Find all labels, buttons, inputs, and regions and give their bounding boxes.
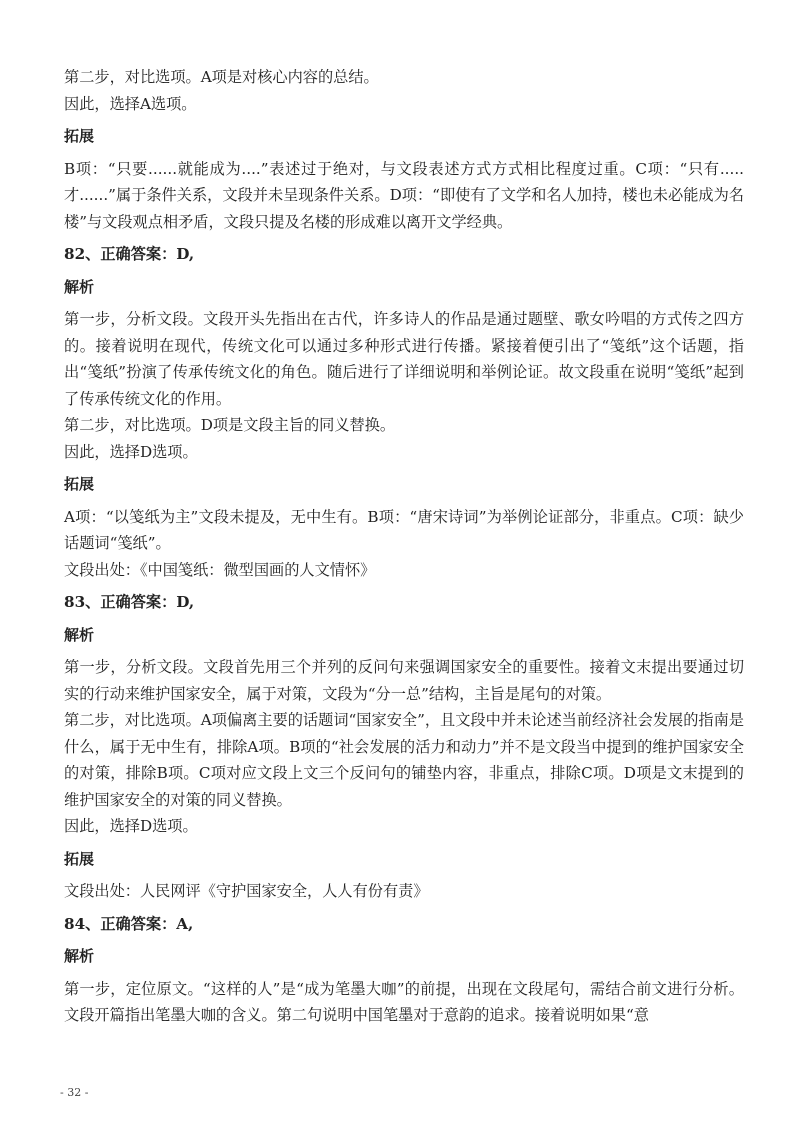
body-paragraph: 第二步，对比选项。A项偏离主要的话题词“国家安全”，且文段中并未论述当前经济社会发展的指南是什么，属于无中生有，排除A项。B项的“社会发展的活力和动力”并不是文段当中提到的维护国家安全的对策，排除B项。C项对应文段上文三个反问句的铺垫内容，非重点，排除C项。D项是文末提到的维护国家安全的对策的同义替换。 — [64, 711, 744, 809]
body-paragraph: 因此，选择D选项。 — [64, 442, 198, 461]
section-heading: 拓展 — [64, 127, 95, 145]
section-heading: 解析 — [64, 947, 95, 965]
body-paragraph: 文段出处：人民网评《守护国家安全，人人有份有责》 — [64, 882, 429, 900]
body-paragraph: 因此，选择A选项。 — [64, 94, 197, 113]
body-paragraph: 第一步，分析文段。文段首先用三个并列的反问句来强调国家安全的重要性。接着文末提出要通过切实的行动来维护国家安全，属于对策，文段为“分一总”结构，主旨是尾句的对策。 — [64, 658, 744, 703]
page-content — [64, 64, 744, 1029]
body-paragraph: 第一步，定位原文。“这样的人”是“成为笔墨大咖”的前提，出现在文段尾句，需结合前文进行分析。文段开篇指出笔墨大咖的含义。第二句说明中国笔墨对于意韵的追求。接着说明如果“意 — [64, 979, 744, 1024]
section-heading: 拓展 — [64, 475, 95, 493]
page-number: - 32 - — [60, 1086, 89, 1099]
body-paragraph: 第二步，对比选项。D项是文段主旨的同义替换。 — [64, 416, 396, 434]
body-paragraph: 第二步，对比选项。A项是对核心内容的总结。 — [64, 68, 379, 86]
body-paragraph: 第一步，分析文段。文段开头先指出在古代，许多诗人的作品是通过题壁、歌女吟唱的方式传之四方的。接着说明在现代，传统文化可以通过多种形式进行传播。紧接着便引出了“笺纸”这个话题，指出“笺纸”扮演了传承传统文化的角色。随后进行了详细说明和举例论证。故文段重在说明“笺纸”起到了传承传统文化的作用。 — [64, 310, 744, 408]
section-heading: 拓展 — [64, 849, 95, 868]
body-paragraph: 因此，选择D选项。 — [64, 817, 198, 835]
body-paragraph: 文段出处：《中国笺纸：微型国画的人文情怀》 — [64, 560, 376, 579]
answer-heading: 83、正确答案：D, — [64, 593, 195, 611]
body-paragraph: B项：“只要......就能成为....”表述过于绝对，与文段表述方式方式相比程度过重。C项：“只有.....才......”属于条件关系，文段并未呈现条件关系。D项：“即使有了文学和名人加持，楼也未必能成为名楼”与文段观点相矛盾，文段只提及名楼的形成难以离开文学经典。 — [64, 159, 744, 231]
answer-heading: 82、正确答案：D, — [64, 245, 195, 263]
section-heading: 解析 — [64, 625, 95, 644]
body-paragraph: A项：“以笺纸为主”文段未提及，无中生有。B项：“唐宋诗词”为举例论证部分，非重点。C项：缺少话题词“笺纸”。 — [64, 507, 744, 552]
answer-heading: 84、正确答案：A, — [64, 914, 194, 933]
section-heading: 解析 — [64, 277, 95, 296]
